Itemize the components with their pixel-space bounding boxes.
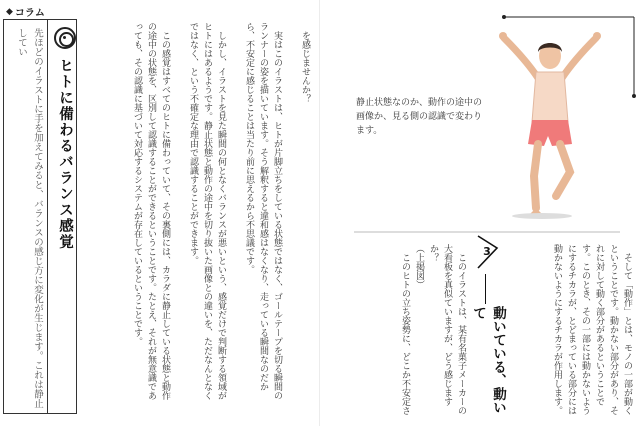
column-title: ヒトに備わるバランス感覚	[57, 58, 73, 250]
paragraph: この感覚はすべてのヒトに備わっていて、その裏側には、カラダに静止している状態と動作の途中の状態を、区別して認識することができるということです。たとえ、それが無意識であっても、その認識に基づいて対応するシステムが存在しているということです。	[132, 22, 170, 400]
right-page	[320, 0, 640, 426]
column-tag-label: コラム	[14, 8, 45, 19]
paragraph: そして「動作」とは、モノの一部が動くということです。動かない部分があり、それに対して動く部分があるということです。このとき、その一部には動かないようにするチカラが、とどまっている部分には動かないようにするチカラが作用します。	[552, 244, 632, 415]
paragraph: このヒトの立ち姿勢に、どこか不安定さ	[400, 253, 410, 415]
target-icon	[54, 27, 76, 49]
athlete-illustration	[490, 26, 610, 222]
lead-text	[506, 244, 634, 420]
left-body-text	[86, 22, 312, 406]
figure-caption: 静止状態なのか、動作の途中の画像か、見る側の認識で変わります。	[356, 98, 483, 136]
right-body-text	[328, 244, 468, 422]
column-sidebar	[3, 19, 77, 414]
diamond-icon: ◆	[6, 6, 13, 17]
figure-reference: （上掲図）	[414, 244, 424, 289]
column-intro-text: 先ほどのイラストに手を加えてみると、バランスの感じ方に変化が生じます。これは静止してい	[16, 28, 43, 408]
heading-line: 動いている、動いて	[470, 306, 506, 414]
section-number: 3	[483, 245, 491, 258]
figure	[350, 14, 636, 244]
section-badge	[473, 232, 501, 272]
column-tag	[6, 4, 45, 19]
sidebar-divider	[47, 20, 48, 413]
paragraph: を感じませんか？	[300, 31, 310, 103]
paragraph: 実はこのイラストは、ヒトが片脚立ちをしている状態ではなく、ゴールテープを切る瞬間のランナーの姿を描いています。そう解釈すると違和感はなくなり、走っている瞬間なのだから、不安定に感じることは当たり前に思えるから不思議です。	[244, 22, 282, 400]
section-heading	[468, 306, 508, 424]
paragraph: このイラストは、某有名菓子メーカーの大看板を真似ていますが、どう感じますか？	[428, 244, 466, 415]
paragraph: しかし、イラストを見た瞬間の何となくバランスが悪いという、感覚だけで判断する領域がヒトにはあるようです。静止状態と動作の途中を切り抜いた画像との違いを、ただなんとなくではなく、という不確定な理由で認識することができます。	[188, 22, 226, 400]
heading-rule	[485, 274, 486, 304]
